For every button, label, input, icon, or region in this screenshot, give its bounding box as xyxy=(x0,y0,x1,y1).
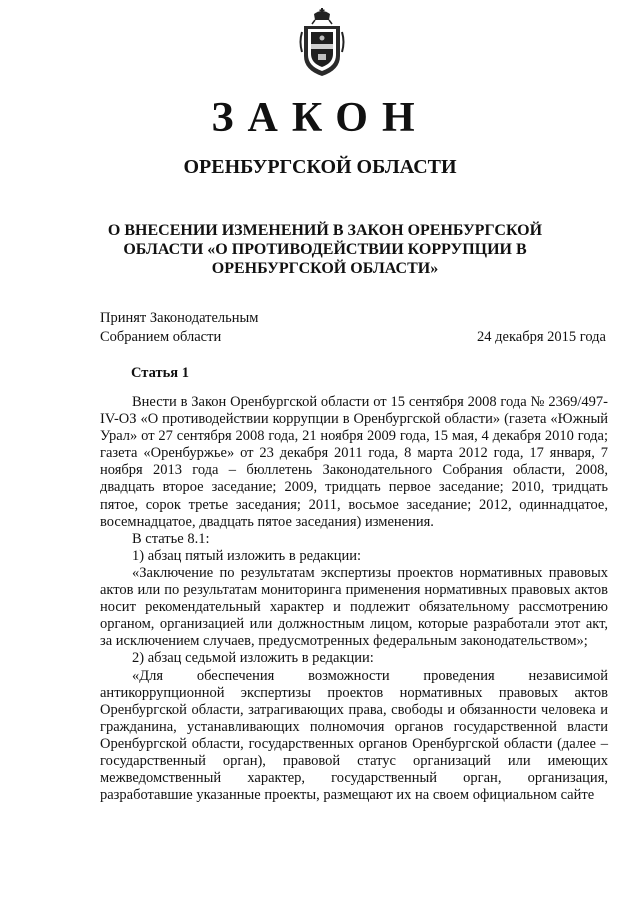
paragraph: «Заключение по результатам экспертизы проектов нормативных правовых актов или по результатам мониторинга применения нормативных правовых актов носит рекомендательный характер и подлежит обязательному рассмотрению органом, организацией или должностным лицом, которые разработали этот акт, за исключением случаев, предусмотренных федеральным законодательством»; xyxy=(100,564,608,650)
article-body xyxy=(100,394,608,804)
coat-of-arms-icon xyxy=(298,8,346,78)
paragraph: В статье 8.1: xyxy=(132,530,210,547)
document-type-title: ЗАКОН xyxy=(211,95,429,141)
adoption-date: 24 декабря 2015 года xyxy=(477,329,606,345)
region-title: ОРЕНБУРГСКОЙ ОБЛАСТИ xyxy=(183,156,457,178)
law-subject-title: О ВНЕСЕНИИ ИЗМЕНЕНИЙ В ЗАКОН ОРЕНБУРГСКОЙ ОБЛАСТИ «О ПРОТИВОДЕЙСТВИИ КОРРУПЦИИ В ОРЕНБУРГСКОЙ ОБЛАСТИ» xyxy=(107,222,543,277)
adoption-block xyxy=(100,309,258,347)
article-heading: Статья 1 xyxy=(131,365,189,381)
paragraph: Внести в Закон Оренбургской области от 15 сентября 2008 года № 2369/497-IV-ОЗ «О противодействии коррупции в Оренбургской области» (газета «Южный Урал» от 27 сентября 2008 года, 21 ноября 2009 года, 15 мая, 4 декабря 2010 года; газета «Оренбуржье» от 23 декабря 2011 года, 8 марта 2012 года, 17 января, 7 ноября 2013 года – бюллетень Законодательного Собрания области, 2008, двадцать второе заседание; 2009, тридцать первое заседание; 2010, тридцать пятое, сорок третье заседания; 2011, восьмое заседание; 2012, одиннадцатое, восемнадцатое, двадцать пятое заседания) изменения. xyxy=(100,394,608,530)
adoption-line-2: Собранием области xyxy=(100,329,222,345)
adoption-line-1: Принят Законодательным xyxy=(100,310,259,326)
paragraph: «Для обеспечения возможности проведения независимой антикоррупционной экспертизы проектов нормативных правовых актов Оренбургской области, затрагивающих права, свободы и обязанности человека и гражданина, устанавливающих полномочия органов государственной власти Оренбургской области, государственных органов Оренбургской области (далее – государственный орган), правовой статус организаций или имеющих межведомственный характер, государственный орган, организация, разработавшие указанные проекты, размещают их на своем официальном сайте xyxy=(100,667,608,804)
paragraph: 1) абзац пятый изложить в редакции: xyxy=(132,547,362,564)
paragraph: 2) абзац седьмой изложить в редакции: xyxy=(132,650,374,667)
